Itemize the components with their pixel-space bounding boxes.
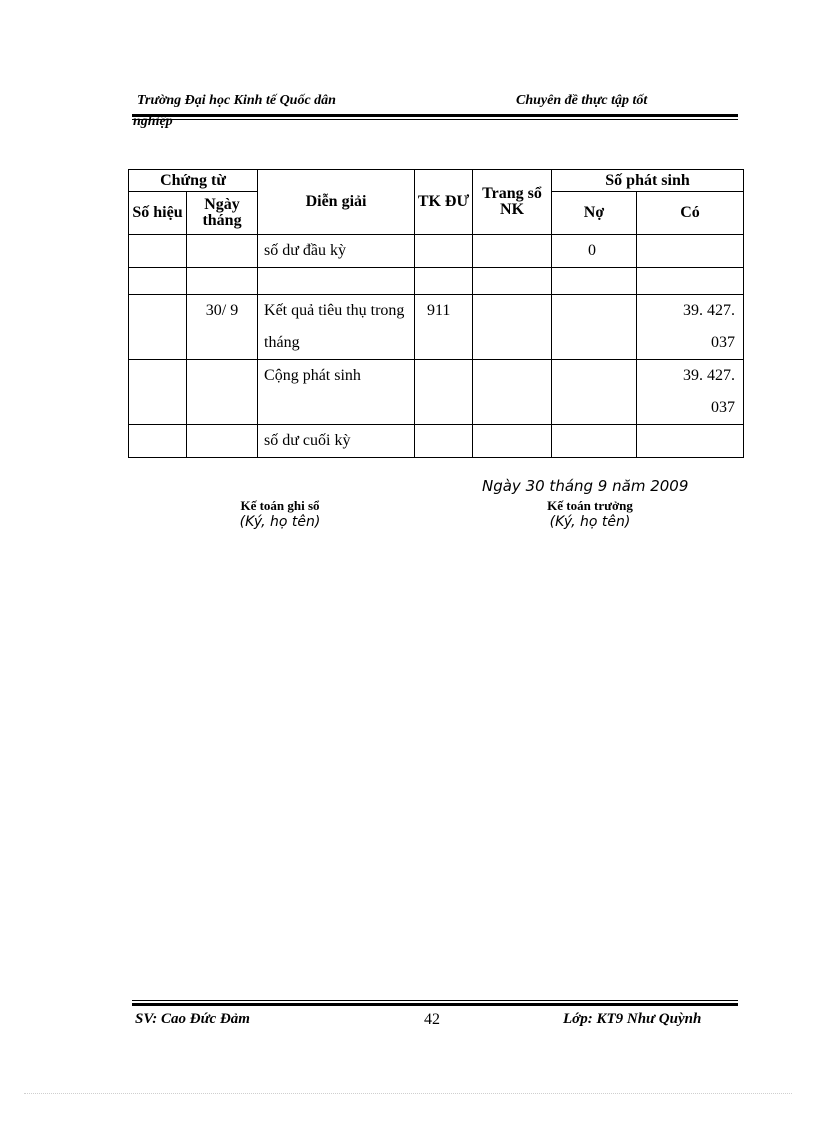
table-row (129, 425, 744, 458)
cell-ngay: 30/ 9 (187, 295, 258, 360)
cell-so-hieu (129, 295, 187, 360)
cell-dien-giai: Cộng phát sinh (258, 360, 415, 425)
cell-co: 39. 427. 037 (637, 295, 744, 360)
cell-trang (473, 268, 552, 295)
table-row (129, 268, 744, 295)
col-dien-giai: Diễn giải (258, 170, 415, 235)
header-report-title: Chuyên đề thực tập tốt (516, 93, 648, 108)
signature-bookkeeper (180, 498, 380, 530)
header-row-1 (129, 170, 744, 192)
signature-chief-note: (Ký, họ tên) (549, 514, 631, 530)
cell-ngay (187, 235, 258, 268)
table-row (129, 295, 744, 360)
cell-no (552, 425, 637, 458)
footer-class: Lớp: KT9 Như Quỳnh (563, 1011, 702, 1027)
cell-co (637, 425, 744, 458)
col-chung-tu: Chứng từ (129, 170, 258, 192)
cell-so-hieu (129, 235, 187, 268)
signature-bookkeeper-title: Kế toán ghi sổ (240, 498, 320, 513)
footer-rule-thin (132, 1000, 738, 1001)
header-school-continued: nghiệp (133, 114, 173, 129)
page-number: 42 (424, 1011, 440, 1028)
cell-co (637, 268, 744, 295)
col-trang-so-nk: Trang sổ NK (473, 170, 552, 235)
cell-no (552, 360, 637, 425)
cell-trang (473, 360, 552, 425)
cell-dien-giai: số dư cuối kỳ (258, 425, 415, 458)
cell-tk: 911 (415, 295, 473, 360)
cell-dien-giai: số dư đầu kỳ (258, 235, 415, 268)
header-rule-thick (132, 114, 738, 117)
cell-tk (415, 268, 473, 295)
col-ngay-thang: Ngày tháng (187, 192, 258, 235)
cell-tk (415, 360, 473, 425)
cell-so-hieu (129, 268, 187, 295)
cell-no (552, 268, 637, 295)
cell-tk (415, 235, 473, 268)
col-tk-du: TK ĐƯ (415, 170, 473, 235)
signature-date: Ngày 30 tháng 9 năm 2009 (482, 477, 689, 495)
footer-student: SV: Cao Đức Đảm (135, 1011, 250, 1027)
cell-ngay (187, 360, 258, 425)
signature-chief-accountant (490, 498, 690, 530)
col-so-phat-sinh: Số phát sinh (552, 170, 744, 192)
cell-co: 39. 427. 037 (637, 360, 744, 425)
signature-chief-title: Kế toán trưởng (547, 498, 633, 513)
header-rule-thin (132, 119, 738, 120)
cell-dien-giai (258, 268, 415, 295)
cell-trang (473, 295, 552, 360)
cell-no: 0 (552, 235, 637, 268)
header-school: Trường Đại học Kinh tế Quốc dân (137, 93, 336, 108)
col-co: Có (637, 192, 744, 235)
cell-trang (473, 425, 552, 458)
cell-ngay (187, 268, 258, 295)
footer-rule-thick (132, 1003, 738, 1006)
col-no: Nợ (552, 192, 637, 235)
cell-so-hieu (129, 360, 187, 425)
cell-ngay (187, 425, 258, 458)
ledger-table (128, 169, 744, 458)
table-row (129, 360, 744, 425)
cell-tk (415, 425, 473, 458)
table-row (129, 235, 744, 268)
cell-trang (473, 235, 552, 268)
cell-co (637, 235, 744, 268)
cell-dien-giai: Kết quả tiêu thụ trong tháng (258, 295, 415, 360)
col-so-hieu: Số hiệu (129, 192, 187, 235)
cell-so-hieu (129, 425, 187, 458)
signature-bookkeeper-note: (Ký, họ tên) (239, 514, 321, 530)
page-bottom-dotted-line (24, 1093, 792, 1094)
cell-no (552, 295, 637, 360)
